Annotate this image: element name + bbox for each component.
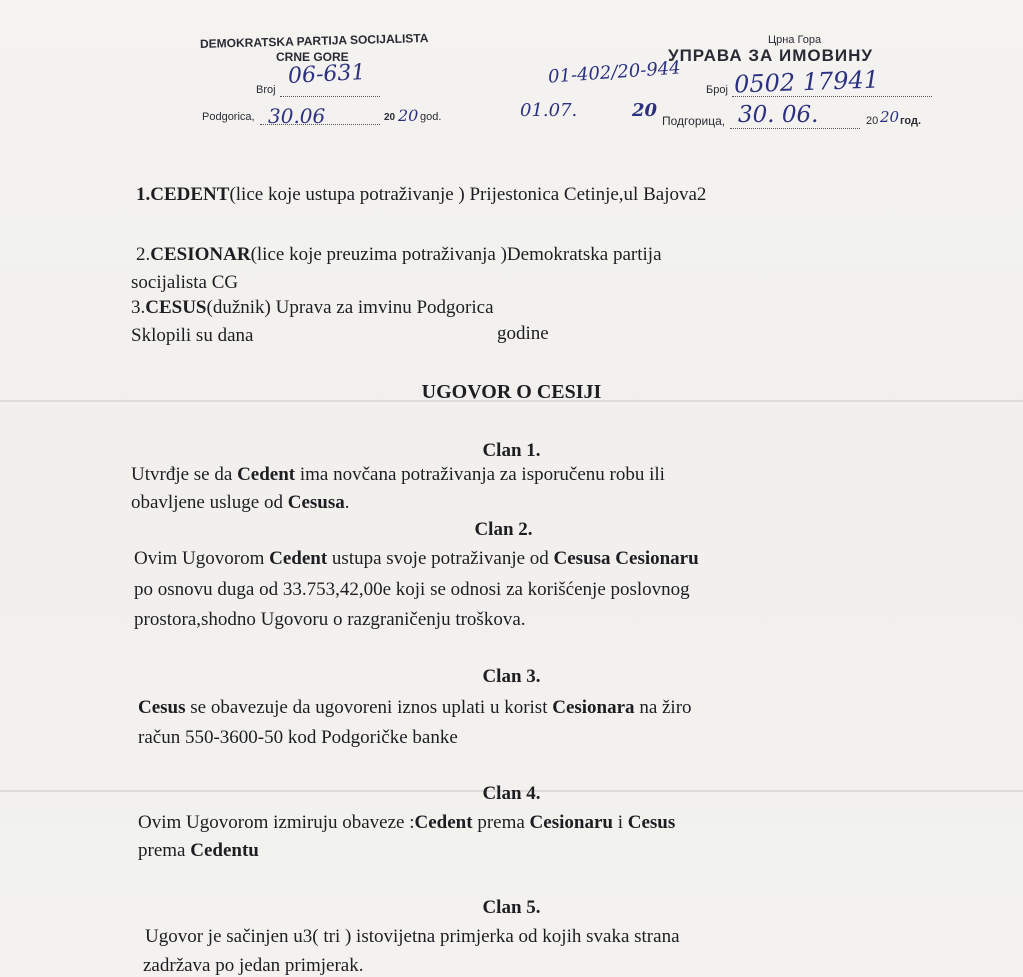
godine-label: godine	[497, 323, 549, 344]
clan-4-heading: Clan 4.	[482, 783, 541, 804]
stamp-year-value: 20	[880, 108, 900, 126]
clan-5-line-1: Ugovor je sačinjen u3( tri ) istovijetna primjerka od kojih svaka strana	[145, 926, 680, 947]
clan-2-heading: Clan 2.	[474, 519, 533, 540]
party-cedent-label: 1.CEDENT	[136, 184, 230, 205]
clan-1-heading: Clan 1.	[482, 440, 541, 461]
stamp-god-label: god.	[420, 111, 442, 123]
stamp-broj-value: 06-631	[287, 59, 367, 90]
stamp-org-country: CRNE GORE	[276, 50, 349, 64]
clan-2-line-1	[134, 548, 699, 570]
handwritten-year: 20	[632, 100, 658, 121]
term-cesus: Cesus	[627, 812, 676, 833]
term-cedent: Cedent	[269, 548, 328, 569]
stamp-broj-line	[280, 96, 380, 97]
clan-5-heading: Clan 5.	[482, 897, 541, 918]
clan-1-line-1	[131, 464, 665, 486]
clan-1-line-2	[131, 492, 349, 514]
contract-title: UGOVOR O CESIJI	[421, 381, 602, 403]
clan-4-line-1	[138, 812, 675, 834]
party-cesionar-text: (lice koje preuzima potraživanja )Demokratska partija	[250, 244, 662, 265]
clan-3-line-2: račun 550-3600-50 kod Podgoričke banke	[138, 727, 458, 748]
clan-2-line-3: prostora,shodno Ugovoru o razgraničenju troškova.	[134, 609, 526, 630]
stamp-agency: УПРАВА ЗА ИМОВИНУ	[668, 46, 873, 65]
party-cesus	[131, 297, 494, 319]
stamp-broj-value: 0502 17941	[733, 65, 880, 99]
stamp-date-line	[730, 128, 860, 129]
stamp-year-prefix: 20	[384, 112, 396, 123]
text: na žiro	[634, 697, 692, 718]
text: Utvrđje se da	[131, 464, 238, 485]
term-cedent: Cedent	[414, 812, 473, 833]
text: ima novčana potraživanja za isporučenu robu ili	[295, 464, 665, 485]
party-cesus-label: CESUS	[145, 297, 207, 318]
clan-3-line-1	[138, 697, 692, 719]
clan-2-line-2: po osnovu duga od 33.753,42,00e koji se odnosi za korišćenje poslovnog	[134, 579, 690, 600]
text: Ovim Ugovorom	[134, 548, 270, 569]
text: obavljene usluge od	[131, 492, 288, 513]
stamp-city-label: Подгорица,	[662, 114, 726, 128]
party-cesus-number: 3.	[131, 297, 146, 318]
text: prema	[472, 812, 530, 833]
stamp-broj-label: Broj	[256, 84, 276, 96]
party-cesionar-label: CESIONAR	[150, 244, 251, 265]
party-cesus-text: (dužnik) Uprava za imvinu Podgorica	[206, 297, 494, 318]
text: ustupa svoje potraživanje od	[327, 548, 554, 569]
party-cesionar-number: 2.	[136, 244, 151, 265]
term-cesusa: Cesusa	[287, 492, 345, 513]
text: se obavezuje da ugovoreni iznos uplati u korist	[185, 697, 553, 718]
text: Ovim Ugovorom izmiruju obaveze :	[138, 812, 415, 833]
handwritten-date: 01.07.	[520, 100, 578, 121]
text: i	[612, 812, 628, 833]
stamp-year-prefix: 20	[866, 115, 879, 127]
party-cesionar-line2: socijalista CG	[131, 272, 239, 293]
clan-3-heading: Clan 3.	[482, 666, 541, 687]
party-cedent	[136, 184, 706, 206]
term-cesionaru: Cesionaru	[529, 812, 613, 833]
stamp-year-value: 20	[398, 106, 419, 125]
stamp-org-name: DEMOKRATSKA PARTIJA SOCIJALISTA	[199, 31, 429, 51]
term-cedent: Cedent	[237, 464, 296, 485]
term-cedentu: Cedentu	[190, 840, 259, 861]
term-cesionara: Cesionara	[552, 697, 635, 718]
handwritten-reference: 01-402/20-944	[547, 57, 682, 88]
term-cesus: Cesus	[138, 697, 186, 718]
stamp-god-label: год.	[900, 115, 922, 127]
stamp-city-label: Podgorica,	[202, 111, 255, 123]
stamp-date-value: 30. 06.	[738, 102, 819, 128]
party-cedent-text: (lice koje ustupa potraživanje ) Prijestonica Cetinje,ul Bajova2	[229, 184, 707, 205]
stamp-country: Црна Гора	[768, 34, 822, 46]
party-cesionar	[136, 244, 662, 266]
clan-4-line-2	[138, 840, 259, 862]
term-cesusa-cesionaru: Cesusa Cesionaru	[553, 548, 699, 569]
stamp-broj-label: Број	[706, 84, 728, 96]
text: prema	[138, 840, 191, 861]
text: .	[344, 492, 350, 513]
signed-on-label: Sklopili su dana	[131, 325, 254, 346]
stamp-date-value: 30.06	[268, 104, 326, 128]
clan-5-line-2: zadržava po jedan primjerak.	[143, 955, 364, 976]
